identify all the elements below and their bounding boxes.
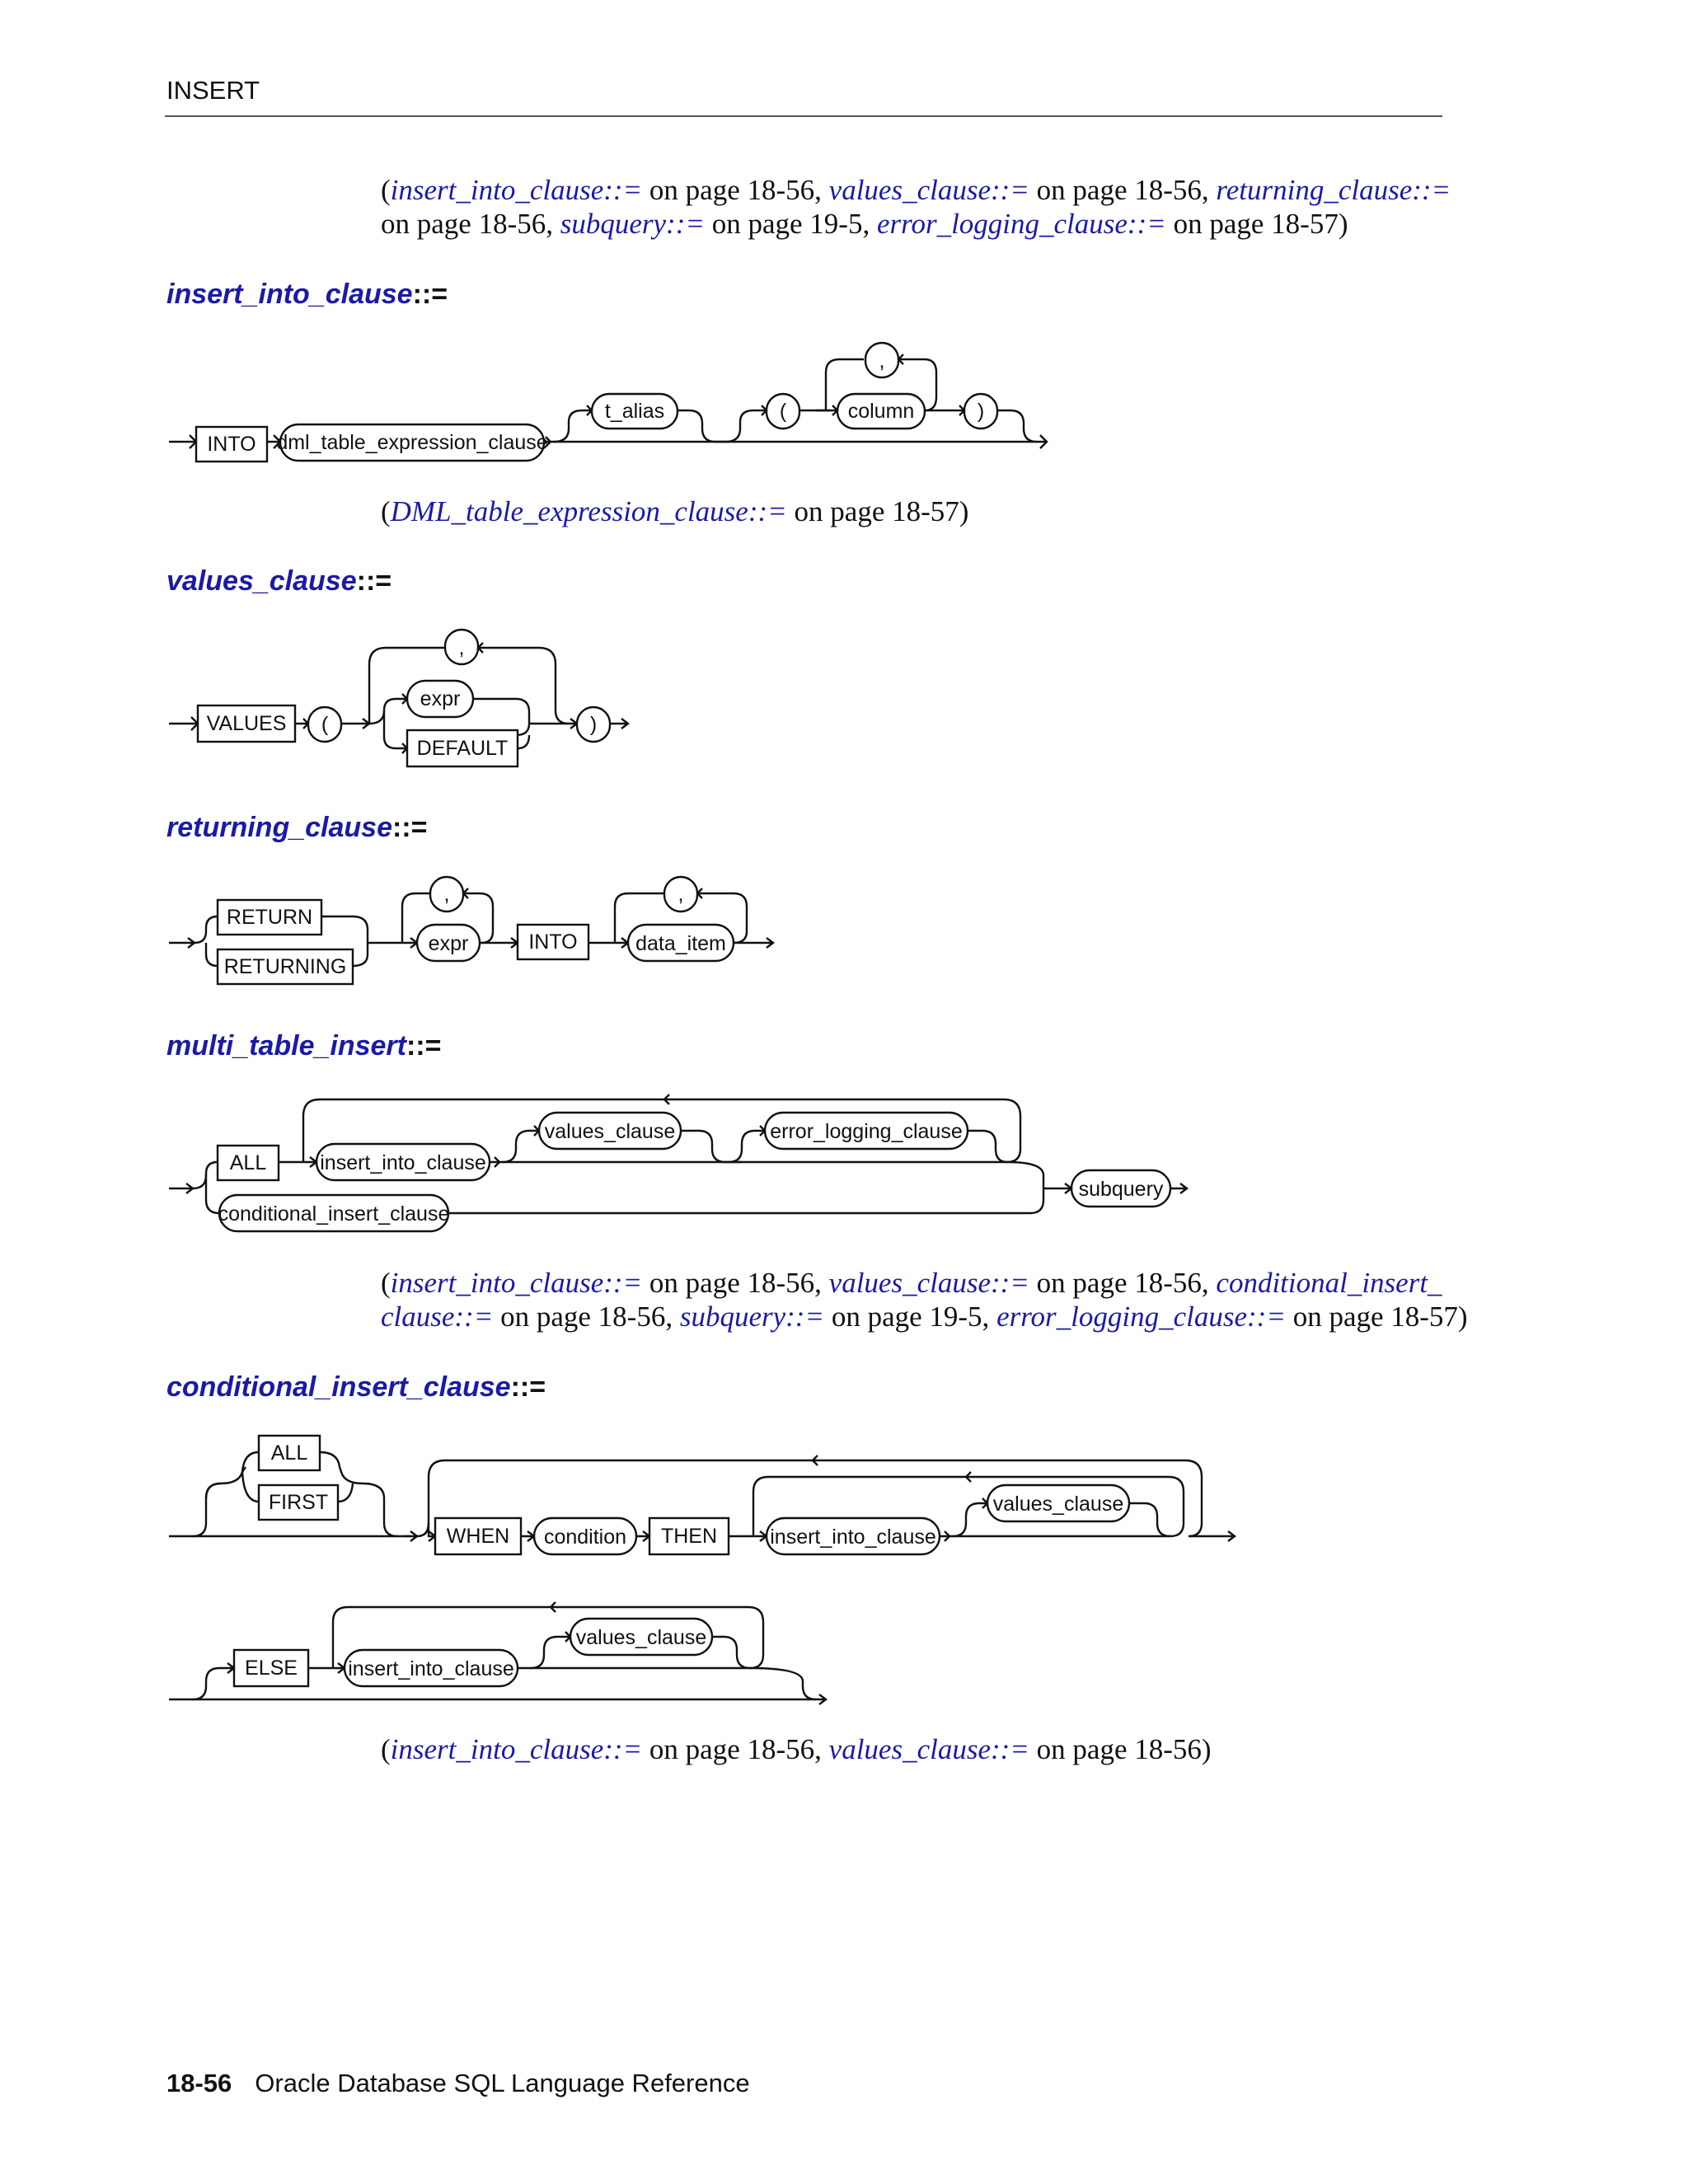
link-insert-into-clause-3[interactable]: insert_into_clause::= <box>390 1733 643 1765</box>
link-error-logging-clause[interactable]: error_logging_clause::= <box>876 208 1166 240</box>
link-values-clause[interactable]: values_clause::= <box>828 174 1029 206</box>
section-title-multi-table-insert: multi_table_insert::= <box>166 1030 442 1062</box>
token-lparen-label: ( <box>321 713 329 736</box>
link-subquery[interactable]: subquery::= <box>560 208 705 240</box>
token-expr-label: expr <box>420 687 461 710</box>
section-title-conditional-insert-clause: conditional_insert_clause::= <box>166 1371 546 1403</box>
token-lparen-label: ( <box>779 400 787 423</box>
token-data-item-label: data_item <box>635 932 726 955</box>
token-comma-label: , <box>879 349 885 373</box>
link-values-clause-3[interactable]: values_clause::= <box>828 1733 1029 1765</box>
token-comma-label: , <box>458 636 465 659</box>
running-header: INSERT <box>166 76 260 105</box>
token-conditional-insert-clause-label: conditional_insert_clause <box>218 1202 450 1226</box>
page-number: 18-56 <box>166 2069 232 2097</box>
token-when-label: WHEN <box>446 1525 510 1548</box>
token-returning-label: RETURNING <box>223 955 347 978</box>
token-insert-into-clause-2-label: insert_into_clause <box>348 1657 514 1680</box>
token-rparen-label: ) <box>977 400 985 423</box>
link-subquery-2[interactable]: subquery::= <box>679 1301 825 1333</box>
link-conditional-insert-clause[interactable]: conditional_insert_ clause::= <box>381 1267 1442 1333</box>
token-then-label: THEN <box>660 1525 718 1548</box>
token-expr-label: expr <box>428 932 469 955</box>
token-insert-into-clause-label: insert_into_clause <box>320 1151 486 1174</box>
token-values-clause-label: values_clause <box>544 1120 676 1143</box>
token-into-label: INTO <box>207 433 256 456</box>
link-returning-clause[interactable]: returning_clause::= <box>1216 174 1451 206</box>
token-all-label: ALL <box>270 1441 308 1465</box>
token-error-logging-clause-label: error_logging_clause <box>770 1120 963 1143</box>
section-title-values-clause: values_clause::= <box>166 565 392 597</box>
cross-reference-top: (insert_into_clause::= on page 18-56, values_clause::= on page 18-56, returning_clause::= on page 18-56, subquery::= on page 19-5, error_logging_clause::= on page 18-57) <box>381 174 1451 240</box>
link-dml-table-expression-clause[interactable]: DML_table_expression_clause::= <box>390 495 787 527</box>
token-default-label: DEFAULT <box>416 737 509 760</box>
link-error-logging-clause-2[interactable]: error_logging_clause::= <box>996 1301 1286 1333</box>
token-insert-into-clause-label: insert_into_clause <box>770 1526 936 1549</box>
token-else-label: ELSE <box>245 1657 298 1680</box>
page-footer <box>166 2069 750 2098</box>
token-first-label: FIRST <box>268 1491 329 1514</box>
token-rparen-label: ) <box>589 713 598 736</box>
token-values-clause-2-label: values_clause <box>575 1626 707 1649</box>
token-values-label: VALUES <box>206 712 287 735</box>
section-title-returning-clause: returning_clause::= <box>166 812 428 843</box>
token-t-alias-label: t_alias <box>604 400 665 423</box>
token-column-label: column <box>847 400 915 423</box>
link-values-clause-2[interactable]: values_clause::= <box>828 1267 1029 1299</box>
token-comma-2-label: , <box>678 883 684 906</box>
token-dml-label: dml_table_expression_clause <box>276 431 548 454</box>
section-title-insert-into-clause: insert_into_clause::= <box>166 279 448 310</box>
cross-reference-conditional: (insert_into_clause::= on page 18-56, values_clause::= on page 18-56) <box>381 1733 1212 1765</box>
token-all-label: ALL <box>229 1151 267 1174</box>
token-return-label: RETURN <box>226 906 313 929</box>
link-insert-into-clause-2[interactable]: insert_into_clause::= <box>390 1267 643 1299</box>
token-comma-1-label: , <box>443 883 450 906</box>
token-into-label: INTO <box>528 930 578 954</box>
link-insert-into-clause[interactable]: insert_into_clause::= <box>390 174 643 206</box>
cross-reference-multi: (insert_into_clause::= on page 18-56, values_clause::= on page 18-56, conditional_insert_ clause::= on page 18-56, subquery::= on page 19-5, error_logging_clause::= on page 18-57) <box>381 1267 1468 1333</box>
token-condition-label: condition <box>543 1526 627 1549</box>
token-subquery-label: subquery <box>1078 1178 1164 1201</box>
cross-reference-dml: (DML_table_expression_clause::= on page 18-57) <box>381 495 969 527</box>
book-title: Oracle Database SQL Language Reference <box>255 2069 750 2097</box>
token-values-clause-label: values_clause <box>992 1493 1124 1516</box>
